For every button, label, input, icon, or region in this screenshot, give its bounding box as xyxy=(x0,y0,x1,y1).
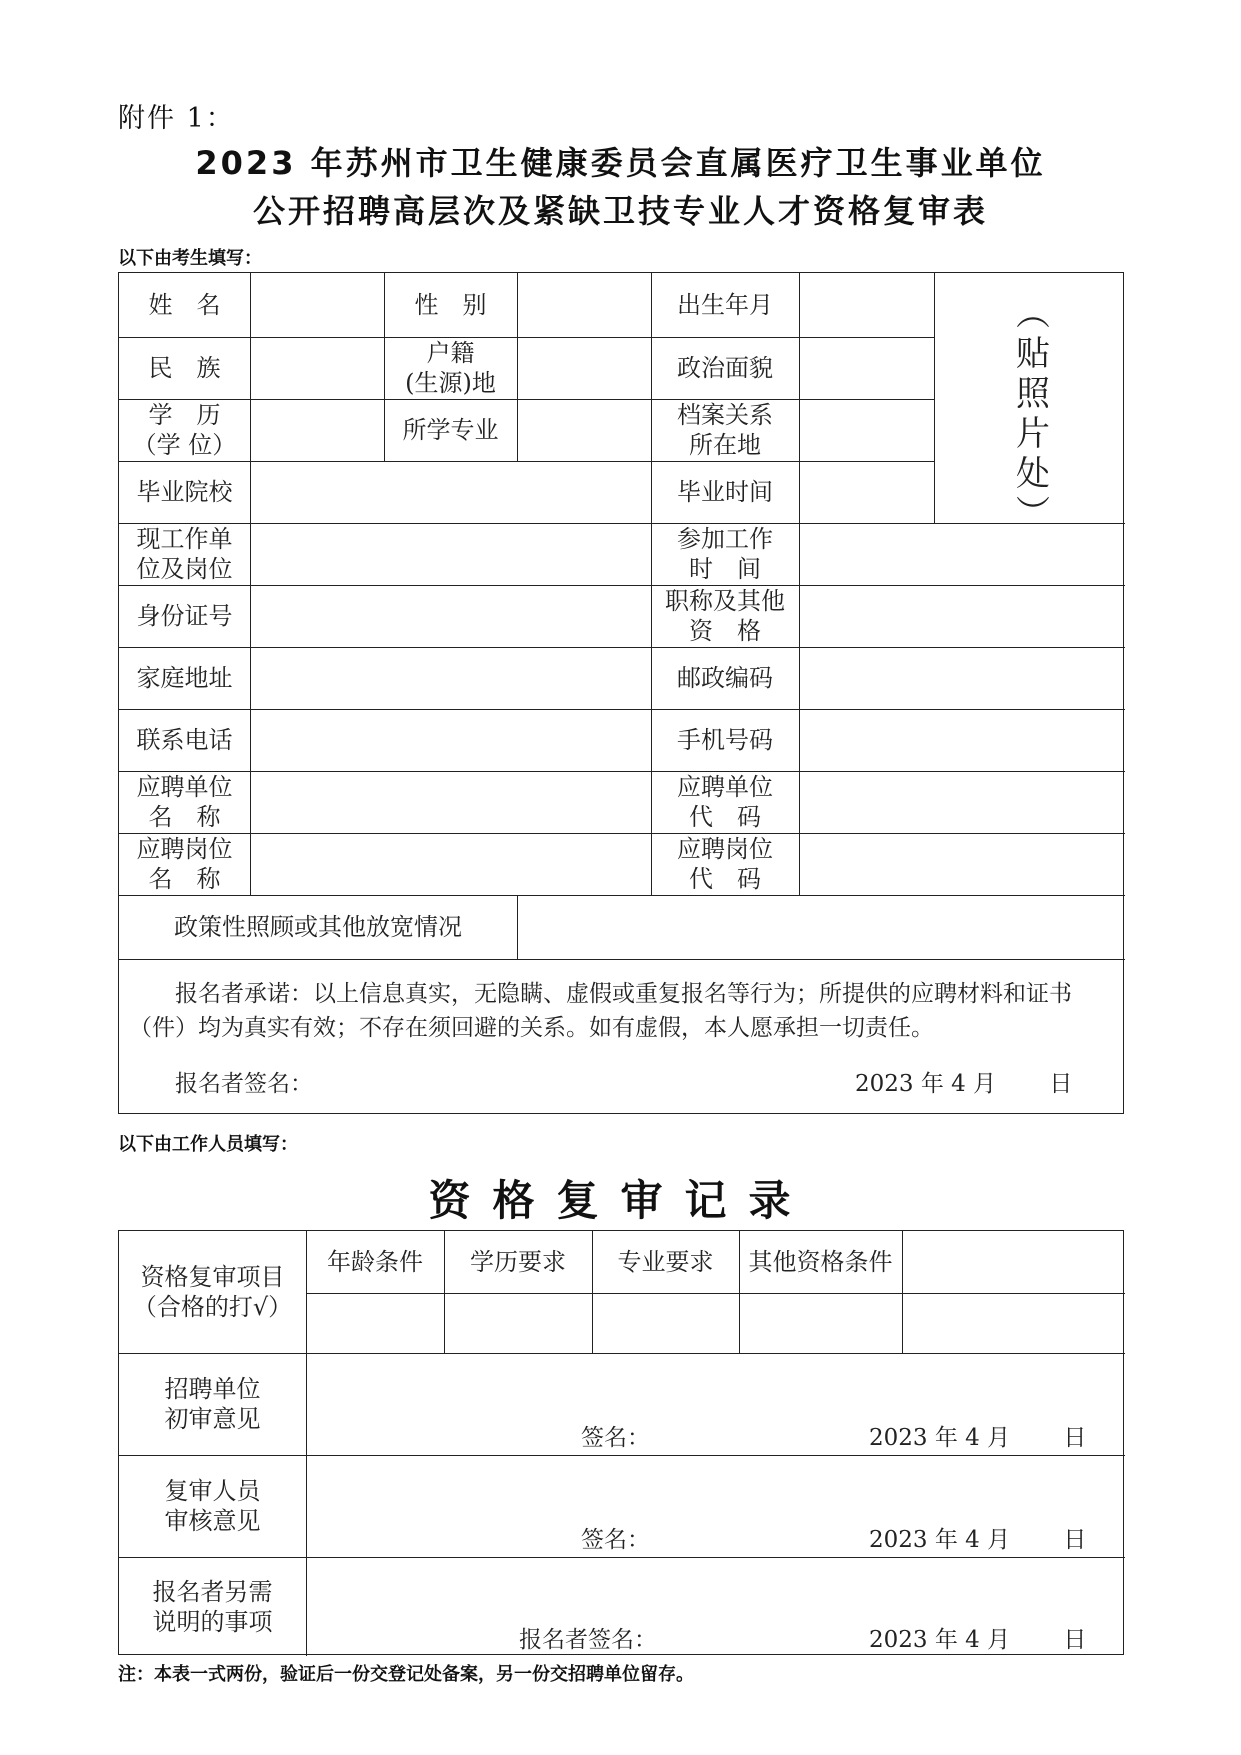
label-current-work xyxy=(119,523,250,585)
review-items-label-line2: （合格的打√） xyxy=(132,1293,293,1321)
label-hukou xyxy=(384,337,517,399)
label-post-code-line2: 代 码 xyxy=(689,865,761,893)
label-archive-line2: 所在地 xyxy=(689,431,761,459)
label-current-work-line2: 位及岗位 xyxy=(136,555,233,583)
unit-opinion-label xyxy=(119,1353,306,1455)
applicant-form-table xyxy=(118,272,1124,1114)
label-archive-line1: 档案关系 xyxy=(677,401,773,429)
applicant-notes-label xyxy=(119,1557,306,1656)
label-unit-code-line1: 应聘单位 xyxy=(677,773,773,801)
label-political: 政治面貌 xyxy=(677,354,773,382)
applicant-notes-label-line2: 说明的事项 xyxy=(152,1607,273,1636)
applicant-notes-signature-label: 报名者签名： xyxy=(519,1627,657,1653)
label-current-work-line1: 现工作单 xyxy=(136,525,233,553)
reviewer-opinion-label-line1: 复审人员 xyxy=(164,1477,261,1505)
label-birth: 出生年月 xyxy=(677,291,773,319)
photo-label: （贴照片处） xyxy=(1009,295,1050,535)
reviewer-opinion-label xyxy=(119,1455,306,1557)
reviewer-signature-label: 签名： xyxy=(581,1527,650,1553)
label-unit-code-line2: 代 码 xyxy=(689,803,761,831)
criterion-age: 年龄条件 xyxy=(327,1248,423,1276)
applicant-notes-signature-date: 2023 年 4 月 日 xyxy=(869,1627,1087,1653)
label-hukou-line1: 户籍 xyxy=(426,339,475,367)
applicant-signature-label: 报名者签名： xyxy=(175,1071,313,1097)
label-gender: 性 别 xyxy=(414,291,487,319)
criterion-other: 其他资格条件 xyxy=(748,1248,893,1276)
photo-placeholder xyxy=(934,273,1125,535)
reviewer-signature-date: 2023 年 4 月 日 xyxy=(869,1527,1087,1553)
unit-signature-date: 2023 年 4 月 日 xyxy=(869,1425,1087,1451)
label-major: 所学专业 xyxy=(402,416,499,444)
label-professional-title-line1: 职称及其他 xyxy=(665,587,785,615)
document-title-line-2: 公开招聘高层次及紧缺卫技专业人才资格复审表 xyxy=(252,192,988,230)
label-post-name xyxy=(119,833,250,895)
label-education-line1: 学 历 xyxy=(148,401,221,429)
label-phone: 联系电话 xyxy=(136,726,233,754)
pledge-text: 报名者承诺：以上信息真实，无隐瞒、虚假或重复报名等行为；所提供的应聘材料和证书（件）均为真实有效；不存在须回避的关系。如有虚假，本人愿承担一切责任。 xyxy=(129,981,1072,1041)
attachment-label: 附件 1： xyxy=(118,103,235,134)
label-name: 姓 名 xyxy=(148,291,221,319)
label-school: 毕业院校 xyxy=(136,478,233,506)
label-mobile: 手机号码 xyxy=(677,726,773,754)
label-postcode: 邮政编码 xyxy=(677,664,773,692)
label-unit-code xyxy=(651,771,799,833)
label-professional-title-line2: 资 格 xyxy=(689,617,761,645)
applicant-signature-date: 2023 年 4 月 日 xyxy=(855,1071,1073,1097)
label-join-work xyxy=(651,523,799,585)
label-unit-name xyxy=(119,771,250,833)
record-heading: 资格复审记录 xyxy=(428,1176,813,1225)
footer-note: 注：本表一式两份，验证后一份交登记处备案，另一份交招聘单位留存。 xyxy=(118,1664,694,1685)
reviewer-opinion-label-line2: 审核意见 xyxy=(164,1507,261,1535)
unit-signature-label: 签名： xyxy=(581,1425,650,1451)
label-post-code-line1: 应聘岗位 xyxy=(677,835,773,863)
label-professional-title xyxy=(651,585,799,647)
label-unit-name-line2: 名 称 xyxy=(148,803,221,831)
label-address: 家庭地址 xyxy=(136,664,233,692)
label-post-code xyxy=(651,833,799,895)
criterion-education: 学历要求 xyxy=(470,1248,566,1276)
staff-section-note: 以下由工作人员填写： xyxy=(118,1134,298,1155)
label-join-work-line2: 时 间 xyxy=(689,555,761,583)
document-title-line-1: 2023 年苏州市卫生健康委员会直属医疗卫生事业单位 xyxy=(195,144,1046,182)
label-education-line2: （学 位） xyxy=(132,431,237,459)
unit-opinion-label-line2: 初审意见 xyxy=(164,1405,261,1433)
label-education xyxy=(119,399,250,461)
review-items-label xyxy=(119,1231,306,1353)
applicant-section-note: 以下由考生填写： xyxy=(118,248,262,269)
label-id-number: 身份证号 xyxy=(136,602,233,630)
label-unit-name-line1: 应聘单位 xyxy=(136,773,233,801)
label-post-name-line2: 名 称 xyxy=(148,865,221,893)
label-hukou-line2: (生源)地 xyxy=(405,369,496,397)
applicant-notes-label-line1: 报名者另需 xyxy=(152,1577,273,1606)
label-join-work-line1: 参加工作 xyxy=(677,525,773,553)
review-record-table xyxy=(118,1230,1124,1655)
label-policy: 政策性照顾或其他放宽情况 xyxy=(174,913,462,941)
label-post-name-line1: 应聘岗位 xyxy=(136,835,233,863)
label-ethnic: 民 族 xyxy=(148,354,221,382)
label-grad-time: 毕业时间 xyxy=(677,478,773,506)
criterion-major: 专业要求 xyxy=(617,1248,714,1276)
review-items-label-line1: 资格复审项目 xyxy=(140,1263,285,1291)
label-archive xyxy=(651,399,799,461)
unit-opinion-label-line1: 招聘单位 xyxy=(164,1375,261,1403)
